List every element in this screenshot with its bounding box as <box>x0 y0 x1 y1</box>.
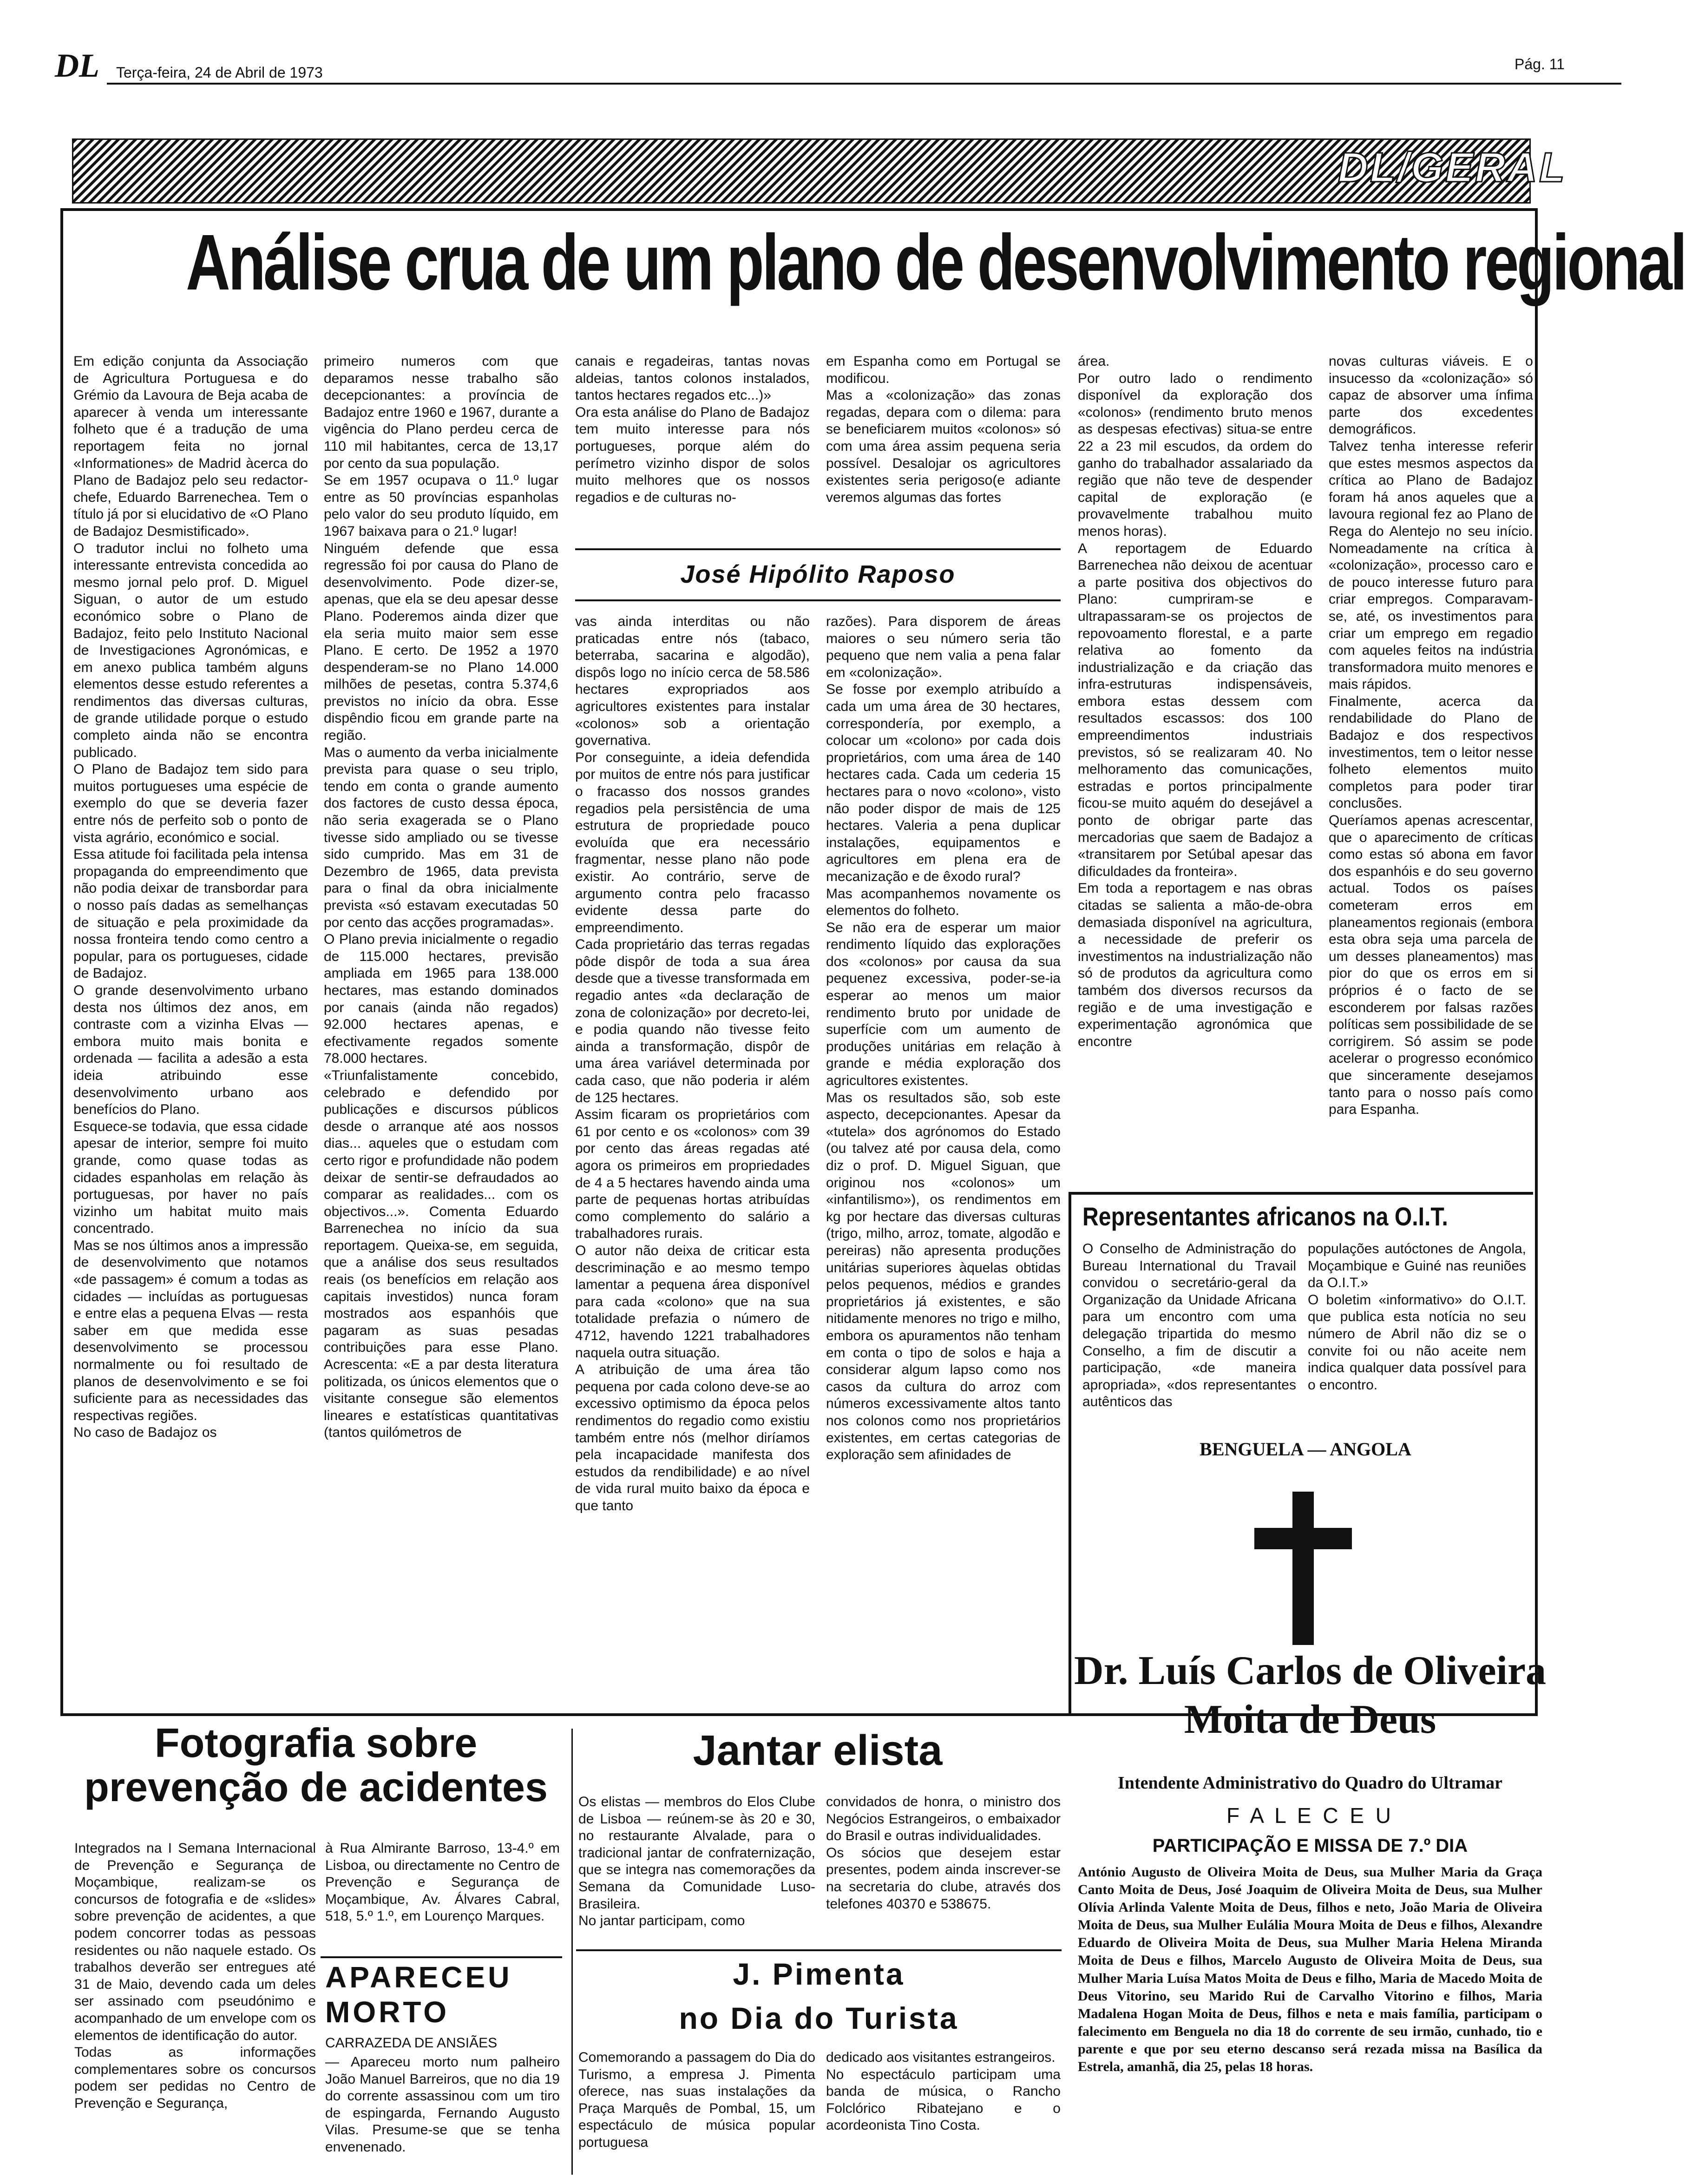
fotografia-title-line-1: Fotografia sobre <box>154 1720 478 1766</box>
main-article-column-3-top: canais e regadeiras, tantas novas aldeias, tantos colonos instalados, tantos hectares regados etc...)» Ora esta análise do Plano de Badajoz tem muito interesse para nós portugueses, porque além do perímetro vizinho dispor de solos muito melhores que os nossos regadios e de culturas no- <box>575 354 810 505</box>
obituary-faleceu: F A L E C E U <box>1226 1803 1394 1828</box>
main-article-column-4: razões). Para disporem de áreas maiores o seu número seria tão pequeno que nem valia a pena falar em «colonização». Se fosse por exemplo atribuído a cada um uma área de 30 hectares, correspondería, por exemplo, a colocar um «colono» por cada dois proprietários, com uma área de 140 hectares cada. Cada um cederia 15 hectares para o novo «colono», visto não poder dispor de mais de 125 hectares. Valeria a pena duplicar instalações, equipamentos e agricultores em plena era de mecanização e de êxodo rural? Mas acompanhemos novamente os elementos do folheto. Se não era de esperar um maior rendimento líquido das explorações dos «colonos» por causa da sua pequenez excessiva, poder-se-ia esperar ao menos um maior rendimento bruto por unidade de superfície com um aumento de produções unitárias em relação à grande e média exploração dos agricultores existentes. Mas os resultados são, sob este aspecto, decepcionantes. Apesar da «tutela» dos agrónomos do Estado (ou talvez até por causa dela, como diz o prof. D. Miguel Siguan, que originou nos «colonos» um «infantilismo»), os rendimentos em kg por hectare das diversas culturas (trigo, milho, arroz, tomate, algodão e pereiras) não apresenta produções unitárias superiores àquelas obtidas pelos pequenos, médios e grandes proprietários já existentes, e são nitidamente menores no trigo e milho, embora os apuramentos não tenham em conta o tipo de solos e haja a considerar algum lapso como nos casos da cultura do arroz com números excessivamente altos tanto nos colonos como nos proprietários existentes, em certas categorias de exploração sem afinidades de <box>826 614 1061 1463</box>
oit-frame-top <box>1069 1192 1533 1195</box>
oit-frame-left <box>1069 1192 1071 1716</box>
section-banner <box>72 138 1531 204</box>
newspaper-logo: DL <box>55 47 99 84</box>
apareceu-body: — Apareceu morto num palheiro João Manuel Barreiros, que no dia 19 do corrente assassinou com um tiro de espingarda, Fernando Augusto Vilas. Presume-se que se tenha envenenado. <box>325 2054 560 2155</box>
page-number: Pág. 11 <box>1515 56 1565 72</box>
pimenta-column-2: dedicado aos visitantes estrangeiros. No espectáculo participam uma banda de música, o Rancho Folclórico Ribatejano e o acordeonista Tino Costa. <box>826 2050 1061 2133</box>
bottom-divider <box>571 1729 573 2175</box>
byline-rule-top <box>575 548 1061 550</box>
issue-date: Terça-feira, 24 de Abril de 1973 <box>116 64 323 81</box>
oit-column-1: O Conselho de Administração do Bureau International du Travail convidou o secretário-geral da Organização da Unidade Africana para um encontro com uma delegação tripartida do mesmo Conselho, a fim de discutir a participação, «de maneira apropriada», «dos representantes autênticos das <box>1082 1241 1296 1410</box>
fotografia-title-line-2: prevenção de acidentes <box>84 1764 548 1810</box>
main-article-column-6: novas culturas viáveis. E o insucesso da «colonização» só capaz de absorver uma ínfima parte dos excedentes demográficos. Talvez tenha interesse referir que estes mesmos aspectos da crítica ao Plano de Badajoz foram há anos aqueles que a lavoura regional fez ao Plano de Rega do Alentejo no seu início. Nomeadamente na crítica à «colonização», processo caro e de pouco interesse futuro para criar empregos. Comparavam-se, até, os investimentos para criar um emprego em regadio com aqueles feitos na indústria transformadora muito menores e mais rápidos. Finalmente, acerca da rendabilidade do Plano de Badajoz e dos respectivos investimentos, tem o leitor nesse folheto elementos muito completos para poder tirar conclusões. Queríamos apenas acrescentar, que o aparecimento de críticas como estas só abona em favor dos espanhóis e do seu governo actual. Todos os países cometeram erros em planeamentos regionais (embora esta obra seja uma parcela de um desses planeamentos) mas pior do que os erros em si próprios é o facto de se esconderem por falsas razões políticas sem possibilidade de se corrigirem. Só assim se pode acelerar o progresso económico que sinceramente desejamos tanto para o nosso país como para Espanha. <box>1329 354 1533 1118</box>
jantar-column-2: convidados de honra, o ministro dos Negócios Estrangeiros, o embaixador do Brasil e outras individualidades. Os sócios que desejem estar presentes, podem ainda inscrever-se na secretaria do clube, através dos telefones 40370 e 538675. <box>826 1794 1061 1912</box>
obituary-role: Intendente Administrativo do Quadro do Ultramar <box>1118 1773 1502 1793</box>
author-byline: José Hipólito Raposo <box>680 560 956 588</box>
jantar-column-1: Os elistas — membros do Elos Clube de Lisboa — reúnem-se às 20 e 30, no restaurante Alvalade, para o tradicional jantar de confraternização, que se integra nas comemorações da Semana da Comunidade Luso-Brasileira. No jantar participam, como <box>578 1794 815 1929</box>
fotografia-column-1: Integrados na I Semana Internacional de Prevenção e Segurança de Moçambique, realizam-se os concursos de fotografia e de «slides» sobre prevenção de acidentes, a que podem concorrer todas as pessoas residentes ou não naquele estado. Os trabalhos deverão ser entregues até 31 de Maio, devendo cada um deles ser assinado com pseudónimo e acompanhado de um envelope com os elementos de identificação do autor. Todas as informações complementares sobre os concursos podem ser pedidas no Centro de Prevenção e Segurança, <box>74 1841 316 2111</box>
apareceu-title-line-1: APARECEU <box>325 1960 512 1994</box>
pimenta-column-1: Comemorando a passagem do Dia do Turismo, a empresa J. Pimenta oferece, nas suas instalações da Praça Marquês de Pombal, 15, um espectáculo de música popular portuguesa <box>578 2050 815 2150</box>
main-article-column-1: Em edição conjunta da Associação de Agricultura Portuguesa e do Grémio da Lavoura de Beja acaba de aparecer à venda um interessante folheto que é a tradução de uma reportagem feita no jornal «Informationes» de Madrid àcerca do Plano de Badajoz pelo seu redactor-chefe, Eduardo Barrenechea. Tem o título já por si elucidativo de «O Plano de Badajoz Desmistificado». O tradutor inclui no folheto uma interessante entrevista concedida ao mesmo jornal pelo prof. D. Miguel Siguan, o autor de um estudo económico sobre o Plano de Badajoz, feito pelo Instituto Nacional de Investigaciones Agronómicas, e em anexo publica também alguns elementos desse estudo referentes a rendimentos das diversas culturas, de grande utilidade porque o estudo completo ainda não se encontra publicado. O Plano de Badajoz tem sido para muitos portugueses uma espécie de exemplo do que se deveria fazer entre nós de perfeito sob o ponto de vista agrário, económico e social. Essa atitude foi facilitada pela intensa propaganda do empreendimento que não podia deixar de transbordar para o nosso país dadas as semelhanças de situação e pela proximidade da nossa fronteira tendo como centro a popular, para os portugueses, cidade de Badajoz. O grande desenvolvimento urbano desta nos últimos dez anos, em contraste com a vizinha Elvas — embora muito mais bonita e ordenada — facilita a adesão a esta ideia atribuindo esse desenvolvimento urbano aos benefícios do Plano. Esquece-se todavia, que essa cidade apesar de interior, sempre foi muito grande, como quase todas as cidades espanholas em relação às portuguesas, por haver no país vizinho um habitat muito mais concentrado. Mas se nos últimos anos a impressão de desenvolvimento que notamos «de passagem» é comum a todas as cidades — incluídas as portuguesas e entre elas a pequena Elvas — resta saber em que medida esse desenvolvimento se processou normalmente ou foi resultado de planos de desenvolvimento e se foi suficiente para as necessidades das respectivas regiões. No caso de Badajoz os <box>73 354 308 1441</box>
main-article-column-4-top: em Espanha como em Portugal se modificou. Mas a «colonização» das zonas regadas, depara com o dilema: para se beneficiarem muitos «colonos» só com uma área assim pequena seria possível. Desalojar os agricultores existentes seria perigoso(e adiante veremos algumas das fortes <box>826 354 1061 505</box>
oit-title: Representantes africanos na O.I.T. <box>1082 1202 1448 1231</box>
fotografia-column-2: à Rua Almirante Barroso, 13-4.º em Lisboa, ou directamente no Centro de Prevenção e Segurança de Moçambique, Av. Álvares Cabral, 518, 5.º 1.º, em Lourenço Marques. <box>325 1841 560 1924</box>
main-article-column-5: área. Por outro lado o rendimento disponível da exploração dos «colonos» (rendimento bruto menos as despesas efectivas) situa-se entre 22 a 23 mil escudos, da ordem do ganho do trabalhador assalariado da região que não teve de despender capital de exploração (e provavelmente trabalhou muito menos horas). A reportagem de Eduardo Barrenechea não deixou de acentuar a parte positiva dos objectivos do Plano: cumpriram-se e ultrapassaram-se os projectos de repovoamento florestal, e a parte relativa ao fomento da industrialização e da criação das infra-estruturas indispensáveis, embora estas dessem com resultados escassos: dos 100 empreendimentos industriais previstos, só se realizaram 40. No melhoramento das comunicações, estradas e portos principalmente ficou-se muito aquém do desejável a ponto de obrigar parte das mercadorias que saem de Badajoz a «transitarem por Setúbal apesar das dificuldades da fronteira». Em toda a reportagem e nas obras citadas se salienta a mão-de-obra demasiada disponível na agricultura, a necessidade de preferir os investimentos na industrialização não só de produtos da agricultura como também dos diversos recursos da região e de uma investigação e experimentação agronómica que encontre <box>1078 354 1312 1049</box>
main-article-column-3: vas ainda interditas ou não praticadas entre nós (tabaco, beterraba, sacarina e algodão), dispôs logo no início cerca de 58.586 hectares expropriados aos agricultores existentes para instalar «colonos» sob a orientação governativa. Por conseguinte, a ideia defendida por muitos de entre nós para justificar o fracasso dos nossos grandes regadios pela persistência de uma estrutura de propriedade pouco evoluída que era necessário fragmentar, nesse plano não pode existir. Ao contrário, serve de argumento contra pelo fracasso evidente dessa parte do empreendimento. Cada proprietário das terras regadas pôde dispôr de toda a sua área desde que a tivesse transformada em regadio antes «da declaração de zona de colonização» por decreto-lei, e podia quando não tivesse feito ainda a transformação, dispôr de uma área variável determinada por cada caso, que não poderia ir além de 125 hectares. Assim ficaram os proprietários com 61 por cento e os «colonos» com 39 por cento das áreas regadas até agora os primeiros em propriedades de 4 a 5 hectares havendo ainda uma parte de pequenas hortas atribuídas como complemento do salário a trabalhadores rurais. O autor não deixa de criticar esta descriminação e ao mesmo tempo lamentar a pequena área disponível para cada «colono» que na sua totalidade prefazia o número de 4712, havendo 1221 trabalhadores naquela outra situação. A atribuição de uma área tão pequena por cada colono deve-se ao excessivo optimismo da época pelos rendimentos do regadio como existiu também entre nós (melhor diríamos pela incapacidade manifesta dos estudos da rendibilidade) e ao nível de vida rural muito baixo da época e que tanto <box>575 614 810 1513</box>
obituary-name-line-1: Dr. Luís Carlos de Oliveira <box>1074 1648 1547 1693</box>
apareceu-rule <box>321 1956 562 1958</box>
obituary-name-line-2: Moita de Deus <box>1184 1697 1436 1742</box>
main-article-column-2: primeiro numeros com que deparamos nesse trabalho são decepcionantes: a província de Badajoz entre 1960 e 1967, durante a vigência do Plano perdeu cerca de 110 mil habitantes, cerca de 13,17 por cento da sua população. Se em 1957 ocupava o 11.º lugar entre as 50 províncias espanholas pelo valor do seu produto líquido, em 1967 baixava para o 21.º lugar! Ninguém defende que essa regressão foi por causa do Plano de desenvolvimento. Pode dizer-se, apenas, que ela se deu apesar desse Plano. Poderemos ainda dizer que ela seria muito maior sem esse Plano. E certo. De 1952 a 1970 despenderam-se no Plano 14.000 milhões de pesetas, contra 5.374,6 previstos no início da obra. Esse dispêndio ficou em grande parte na região. Mas o aumento da verba inicialmente prevista para quase o seu triplo, tendo em conta o grande aumento dos factores de custo dessa época, não seria exagerada se o Plano tivesse sido ampliado ou se tivesse sido cumprido. Mas em 31 de Dezembro de 1965, data prevista para o final da obra inicialmente prevista «só estavam executadas 50 por cento das acções programadas». O Plano previa inicialmente o regadio de 115.000 hectares, previsão ampliada em 1965 para 138.000 hectares, mas estando dominados por canais (ainda não regados) 92.000 hectares apenas, e efectivamente regados somente 78.000 hectares. «Triunfalistamente concebido, celebrado e defendido por publicações e discursos públicos desde o arranque até aos nossos dias... aqueles que o estudam com certo rigor e profundidade não podem deixar de sentir-se defraudados ao comparar as realidades... com os objectivos...». Comenta Eduardo Barrenechea no início da sua reportagem. Queixa-se, em seguida, que a análise dos seus resultados reais (os benefícios em relação aos capitais investidos) nunca foram mostrados aos espanhóis que pagaram as suas pesadas contribuições para esse Plano. Acrescenta: «E a par desta literatura politizada, os únicos elementos que o visitante consegue são elementos lineares e estatísticas quantitativas (tantos quilómetros de <box>324 354 558 1441</box>
apareceu-title-line-2: MORTO <box>325 1995 450 2029</box>
jantar-title: Jantar elista <box>693 1727 943 1774</box>
main-headline: Análise crua de um plano de desenvolvimento regional <box>186 218 1685 307</box>
section-banner-label: DL/GERAL <box>1338 145 1567 191</box>
header-rule <box>107 83 1621 85</box>
pimenta-rule <box>576 1949 1062 1951</box>
oit-column-2: populações autóctones de Angola, Moçambique e Guiné nas reuniões da O.I.T.» O boletim «informativo» do O.I.T. que publica esta notícia no seu número de Abril não diz se o convite foi ou não aceite nem indica qualquer data possível para o encontro. <box>1308 1241 1526 1393</box>
pimenta-title-line-2: no Dia do Turista <box>679 2001 959 2035</box>
pimenta-title-line-1: J. Pimenta <box>733 1957 905 1991</box>
cross-icon <box>1254 1492 1352 1645</box>
apareceu-dateline: CARRAZEDA DE ANSIÃES <box>325 2035 498 2051</box>
obituary-place: BENGUELA — ANGOLA <box>1200 1439 1411 1460</box>
obituary-mass: PARTICIPAÇÃO E MISSA DE 7.º DIA <box>1152 1835 1468 1856</box>
obituary-body: António Augusto de Oliveira Moita de Deus, sua Mulher Maria da Graça Canto Moita de Deus, José Joaquim de Oliveira Moita de Deus, sua Mulher Olívia Arlinda Valente Moita de Deus, filhos e neto, João Maria de Oliveira Moita de Deus, sua Mulher Eulália Moura Moita de Deus e filhos, Alexandre Eduardo de Oliveira Moita de Deus, sua Mulher Maria Helena Miranda Moita de Deus e filhos, Marcelo Augusto de Oliveira Moita de Deus, sua Mulher Maria Luísa Matos Moita de Deus e filho, Maria de Macedo Moita de Deus Vitorino, seu Marido Rui de Carvalho Vitorino e filhos, Maria Madalena Hogan Moita de Deus, filhos e neta e mais família, participam o falecimento em Benguela no dia 18 do corrente de seu irmão, cunhado, tio e parente e que por seu eterno descanso será rezada missa na Basílica da Estrela, amanhã, dia 25, pelas 18 horas. <box>1078 1864 1542 2075</box>
byline-rule-bottom <box>575 599 1061 601</box>
